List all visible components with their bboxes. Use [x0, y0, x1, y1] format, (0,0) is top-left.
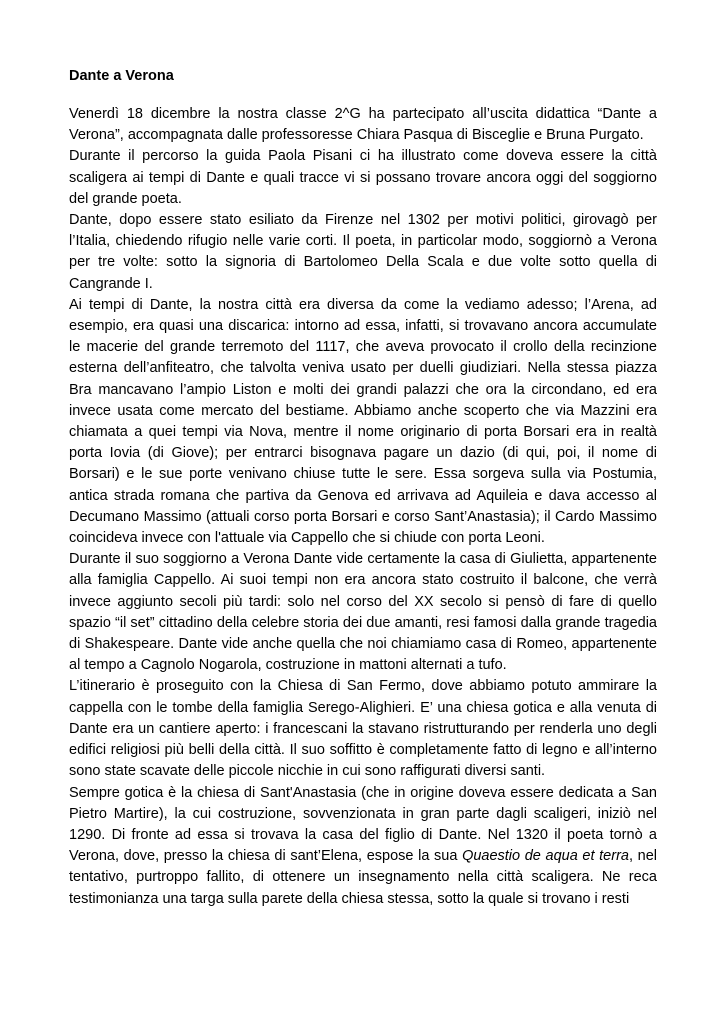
paragraph-casa-giulietta: Durante il suo soggiorno a Verona Dante vide certamente la casa di Giulietta, appartenente alla famiglia Cappello. Ai suoi tempi non era ancora stato costruito il balcone, che verrà invece aggiunto secoli più tardi: solo nel corso del XX secolo si pensò di fare di quello spazio “il set” cittadino della celebre storia dei due amanti, resi famosi dalla grande tragedia di Shakespeare. Dante vide anche quella che noi chiamiamo casa di Romeo, appartenente al tempo a Cagnolo Nogarola, costruzione in mattoni alternati a tufo.: [69, 551, 657, 674]
document-page: [69, 66, 657, 910]
paragraph-san-fermo: L’itinerario è proseguito con la Chiesa di San Fermo, dove abbiamo potuto ammirare la cappella con le tombe della famiglia Serego-Alighieri. E’ una chiesa gotica e alla venuta di Dante era un cantiere aperto: i francescani la stavano ristrutturando per renderla uno degli edifici religiosi più belli della città. Il suo soffitto è completamente fatto di legno e all’interno sono state scavate delle piccole nicchie in cui sono raffigurati diversi santi.: [69, 678, 657, 780]
paragraph-esilio: Dante, dopo essere stato esiliato da Firenze nel 1302 per motivi politici, girovagò per l’Italia, chiedendo rifugio nelle varie corti. Il poeta, in particolar modo, soggiornò a Verona per tre volte: sotto la signoria di Bartolomeo Della Scala e due volte sotto quella di Cangrande I.: [69, 212, 657, 292]
document-title: Dante a Verona: [69, 68, 174, 84]
sant-anastasia-text-start: Sempre gotica è la chiesa di Sant'Anastasia (che in origine doveva essere dedicata a San Pietro Martire), la cui costruzione, sovvenzionata in gran parte dagli scaligeri, iniziò nel 1290. Di fronte ad essa si trovava la casa del figlio di Dante. Nel 1320 il poeta tornò a Verona, dove, presso la chiesa di sant’Elena, espose la sua: [69, 784, 657, 865]
paragraph-guida: Durante il percorso la guida Paola Pisani ci ha illustrato come doveva essere la città scaligera ai tempi di Dante e quali tracce vi si possano trovare ancora oggi del soggiorno del grande poeta.: [69, 148, 657, 207]
quaestio-title: Quaestio de aqua et terra: [462, 848, 629, 865]
sant-anastasia-text-end: , nel tentativo, purtroppo fallito, di ottenere un insegnamento nella città scaligera. Ne reca testimonianza una targa sulla parete della chiesa stessa, sotto la quale si trovano i resti: [69, 848, 657, 907]
paragraph-uscita-didattica: Venerdì 18 dicembre la nostra classe 2^G ha partecipato all’uscita didattica “Dante a Verona”, accompagnata dalle professoresse Chiara Pasqua di Bisceglie e Bruna Purgato.: [69, 106, 657, 144]
paragraph-sant-anastasia: [69, 783, 657, 910]
paragraph-citta-antica: Ai tempi di Dante, la nostra città era diversa da come la vediamo adesso; l’Arena, ad esempio, era quasi una discarica: intorno ad essa, infatti, si trovavano ancora accumulate le macerie del grande terremoto del 1117, che aveva provocato il crollo della recinzione esterna dell’anfiteatro, che talvolta veniva usato per duelli giudiziari. Nella stessa piazza Bra mancavano l’ampio Liston e molti dei grandi palazzi che ora la circondano, ed era invece usata come mercato del bestiame. Abbiamo anche scoperto che via Mazzini era chiamata a quei tempi via Nova, mentre il nome originario di porta Borsari era in realtà porta Iovia (di Giove); per entrarci bisognava pagare un dazio (di qui, poi, il nome di Borsari) e le sue porte venivano chiuse tutte le sere. Essa sorgeva sulla via Postumia, antica strada romana che partiva da Genova ed arrivava ad Aquileia e dava accesso al Decumano Massimo (attuali corso porta Borsari e corso Sant’Anastasia); il Cardo Massimo coincideva invece con l'attuale via Cappello che si chiude con porta Leoni.: [69, 296, 657, 547]
